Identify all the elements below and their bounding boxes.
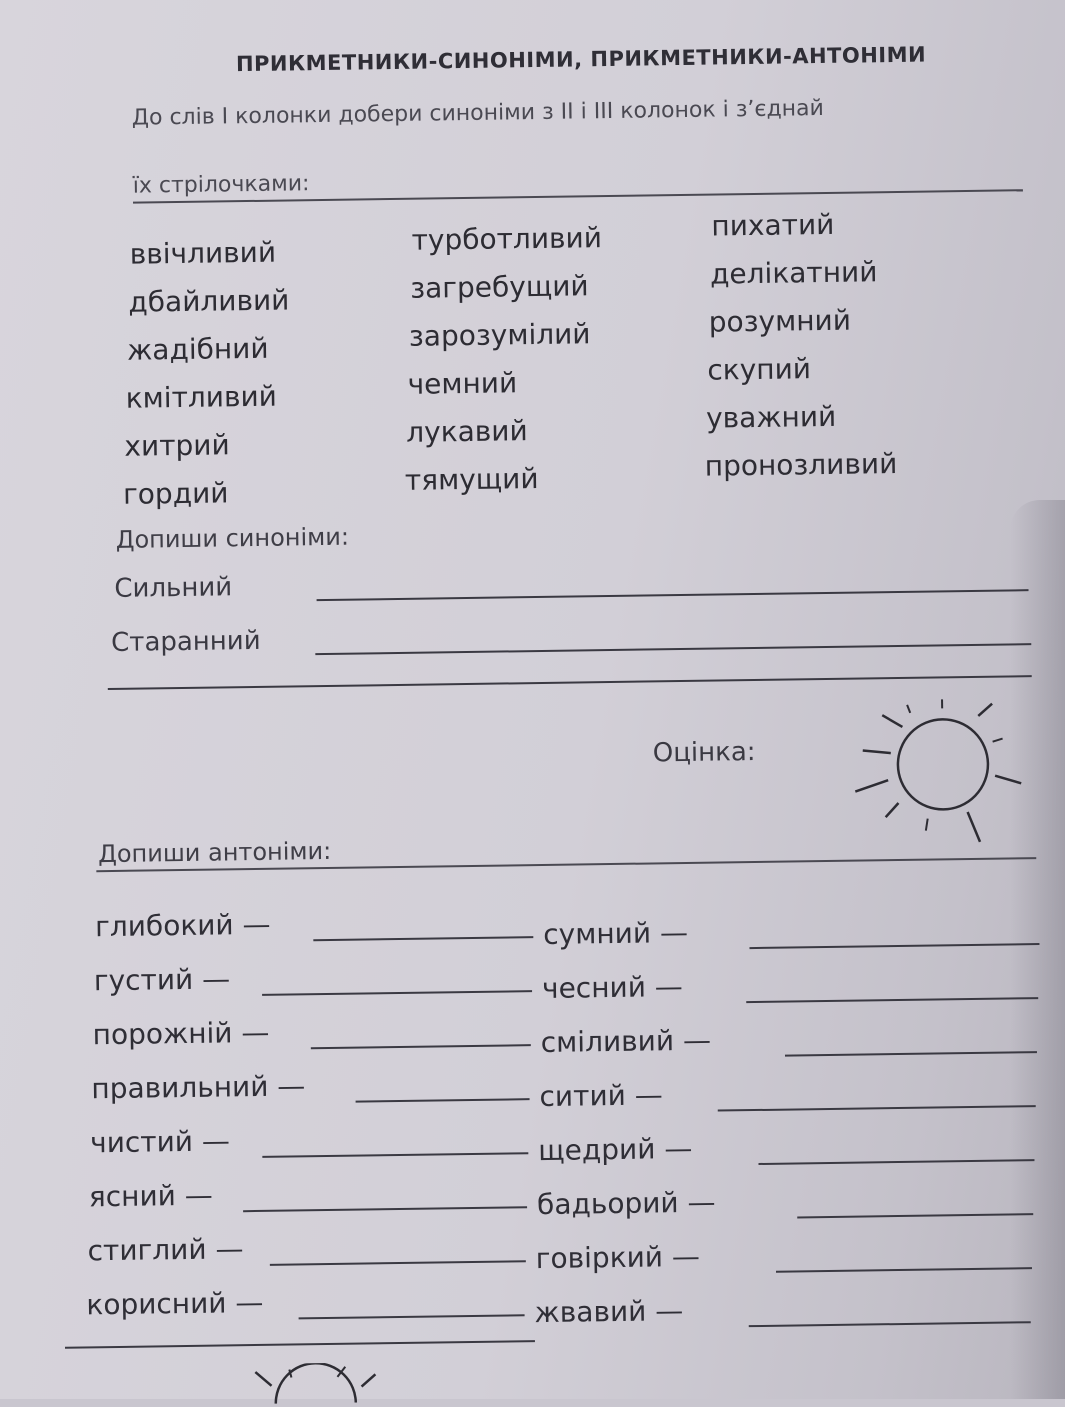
col3-word: пронозливий	[705, 447, 898, 483]
col2-word: загребущий	[410, 269, 589, 304]
answer-line[interactable]	[262, 990, 532, 995]
answer-line[interactable]	[356, 1098, 530, 1102]
answer-line[interactable]	[776, 1267, 1032, 1272]
answer-line[interactable]	[262, 1152, 528, 1157]
col3-word: пихатий	[711, 208, 834, 243]
bottom-divider	[65, 1340, 535, 1349]
antonym-word: густий —	[94, 962, 231, 997]
col1-word: ввічливий	[130, 236, 277, 271]
col2-word: турботливий	[411, 221, 602, 257]
col1-word: кмітливий	[126, 380, 278, 415]
synonym-word: Сильний	[114, 572, 232, 604]
answer-line[interactable]	[313, 936, 533, 941]
antonym-word: ясний —	[89, 1179, 213, 1214]
antonym-word: сміливий —	[541, 1024, 712, 1059]
antonym-word: сумний —	[543, 916, 688, 951]
answer-line[interactable]	[243, 1206, 527, 1211]
antonym-word: бадьорий —	[537, 1186, 716, 1221]
antonym-word: стиглий —	[87, 1232, 243, 1267]
sun-icon	[842, 693, 1024, 855]
grade-label: Оцінка:	[653, 737, 756, 768]
sun-icon-bottom	[245, 1362, 386, 1404]
answer-line[interactable]	[797, 1213, 1033, 1218]
synonyms-heading: Допиши синоніми:	[116, 523, 350, 554]
antonym-word: говіркий —	[536, 1240, 701, 1275]
answer-line[interactable]	[785, 1051, 1037, 1056]
answer-line[interactable]	[311, 1044, 531, 1049]
col2-word: тямущий	[405, 462, 539, 497]
antonym-word: чесний —	[542, 970, 683, 1005]
antonym-word: чистий —	[90, 1124, 230, 1159]
col3-word: розумний	[709, 304, 852, 339]
col1-word: жадібний	[127, 332, 269, 367]
col3-word: уважний	[706, 400, 837, 435]
antonym-word: правильний —	[91, 1069, 305, 1105]
antonym-word: щедрий —	[538, 1132, 692, 1167]
synonym-word: Старанний	[111, 626, 261, 658]
antonym-word: жвавий —	[534, 1294, 683, 1329]
answer-line[interactable]	[718, 1105, 1036, 1111]
instruction-line-1: До слів І колонки добери синоніми з ІІ і ІІІ колонок і з’єднай	[132, 93, 1032, 131]
answer-line[interactable]	[315, 643, 1031, 654]
col2-word: зарозумілий	[409, 317, 591, 353]
antonyms-heading: Допиши антоніми:	[98, 837, 331, 868]
col1-word: хитрий	[124, 428, 230, 462]
col2-word: чемний	[407, 366, 517, 401]
answer-line[interactable]	[299, 1314, 525, 1319]
antonym-word: глибокий —	[95, 908, 271, 943]
col1-word: гордий	[123, 476, 229, 510]
section-divider	[108, 675, 1032, 690]
antonym-word: ситий —	[539, 1078, 663, 1113]
antonym-word: порожній —	[92, 1016, 269, 1051]
answer-line[interactable]	[758, 1159, 1034, 1164]
col3-word: скупий	[707, 352, 811, 386]
answer-line[interactable]	[317, 589, 1029, 600]
answer-line[interactable]	[749, 943, 1039, 949]
answer-line[interactable]	[746, 997, 1038, 1003]
answer-line[interactable]	[270, 1260, 526, 1265]
instruction-line-2: їх стрілочками:	[133, 161, 1033, 199]
page-title: ПРИКМЕТНИКИ-СИНОНІМИ, ПРИКМЕТНИКИ-АНТОНІМИ	[171, 42, 991, 77]
col2-word: лукавий	[406, 414, 528, 449]
col1-word: дбайливий	[128, 283, 289, 318]
col3-word: делікатний	[710, 255, 878, 290]
antonym-word: корисний —	[86, 1286, 263, 1321]
answer-line[interactable]	[749, 1321, 1031, 1326]
